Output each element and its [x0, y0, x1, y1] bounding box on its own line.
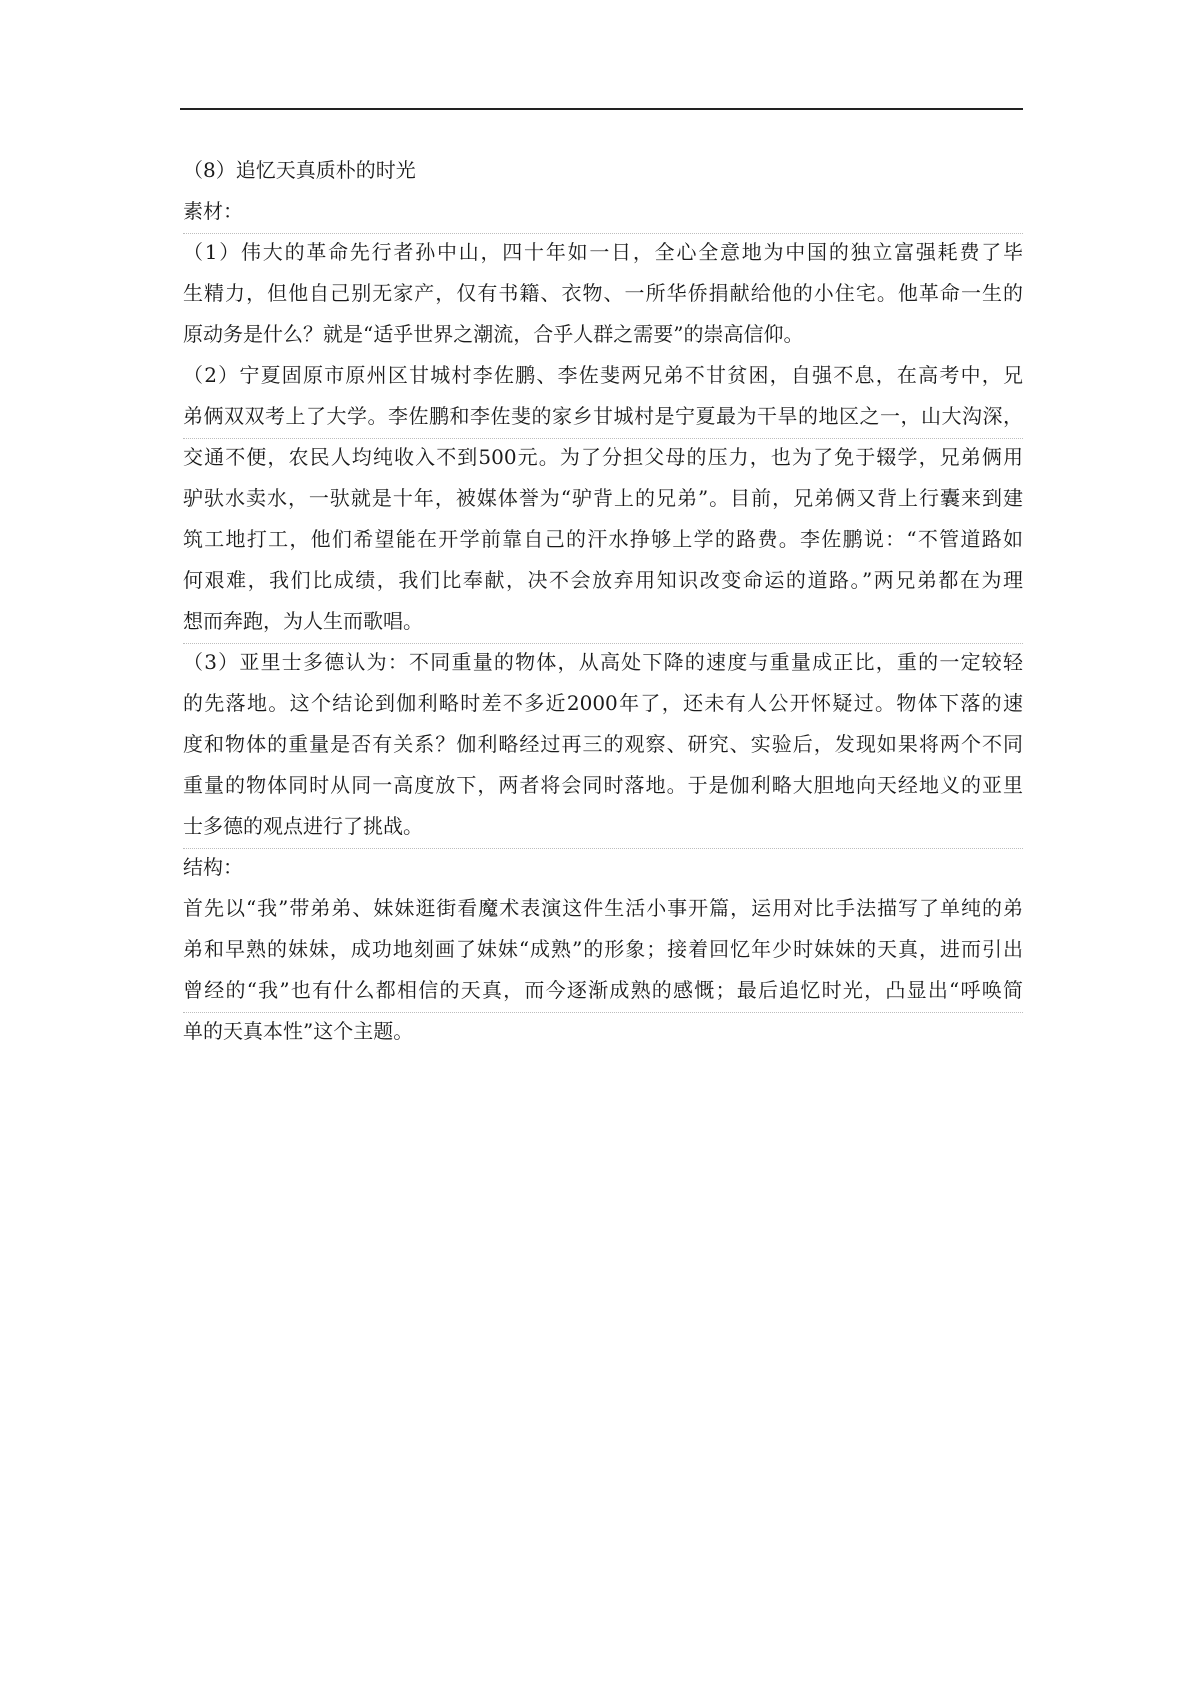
paragraph-line: 士多德的观点进行了挑战。	[183, 806, 1023, 847]
paragraph-line: 曾经的“我”也有什么都相信的天真，而今逐渐成熟的感慨；最后追忆时光，凸显出“呼唤简	[183, 970, 1023, 1011]
material-label: 素材：	[183, 191, 1023, 232]
paragraph-line: 驴驮水卖水，一驮就是十年，被媒体誉为“驴背上的兄弟”。目前，兄弟俩又背上行囊来到建	[183, 486, 1023, 510]
paragraph-line: （2）宁夏固原市原州区甘城村李佐鹏、李佐斐两兄弟不甘贫困，自强不息，在高考中，兄	[183, 363, 1023, 387]
structure-label: 结构：	[183, 855, 243, 879]
header-rule	[180, 108, 1023, 110]
paragraph-line: 何艰难，我们比成绩，我们比奉献，决不会放弃用知识改变命运的道路。”两兄弟都在为理	[183, 568, 1023, 592]
material-paragraph-3	[183, 642, 1023, 847]
paragraph-line: 原动务是什么？就是“适乎世界之潮流，合乎人群之需要”的崇高信仰。	[183, 322, 804, 346]
paragraph-line: 弟俩双双考上了大学。李佐鹏和李佐斐的家乡甘城村是宁夏最为干旱的地区之一，山大沟深，	[183, 396, 1023, 437]
material-paragraph-2	[183, 355, 1023, 642]
document-body	[183, 150, 1023, 1052]
material-paragraph-1	[183, 232, 1023, 355]
paragraph-line: 的先落地。这个结论到伽利略时差不多近2000年了，还未有人公开怀疑过。物体下落的速	[183, 691, 1023, 715]
paragraph-line: （1）伟大的革命先行者孙中山，四十年如一日，全心全意地为中国的独立富强耗费了毕	[183, 240, 1023, 264]
section-heading: （8）追忆天真质朴的时光	[183, 158, 416, 182]
paragraph-line: 度和物体的重量是否有关系？伽利略经过再三的观察、研究、实验后，发现如果将两个不同	[183, 732, 1023, 756]
paragraph-line: 想而奔跑，为人生而歌唱。	[183, 601, 1023, 642]
paragraph-line: （3）亚里士多德认为：不同重量的物体，从高处下降的速度与重量成正比，重的一定较轻	[183, 650, 1023, 674]
paragraph-line: 交通不便，农民人均纯收入不到500元。为了分担父母的压力，也为了免于辍学，兄弟俩用	[183, 445, 1023, 469]
paragraph-line: 弟和早熟的妹妹，成功地刻画了妹妹“成熟”的形象；接着回忆年少时妹妹的天真，进而引出	[183, 937, 1023, 961]
paragraph-line: 筑工地打工，他们希望能在开学前靠自己的汗水挣够上学的路费。李佐鹏说：“不管道路如	[183, 527, 1023, 551]
paragraph-line: 重量的物体同时从同一高度放下，两者将会同时落地。于是伽利略大胆地向天经地义的亚里	[183, 773, 1023, 797]
paragraph-line: 生精力，但他自己别无家产，仅有书籍、衣物、一所华侨捐献给他的小住宅。他革命一生的	[183, 281, 1023, 305]
paragraph-line: 首先以“我”带弟弟、妹妹逛街看魔术表演这件生活小事开篇，运用对比手法描写了单纯的弟	[183, 896, 1023, 920]
paragraph-line: 单的天真本性”这个主题。	[183, 1019, 414, 1043]
structure-paragraph	[183, 888, 1023, 1052]
